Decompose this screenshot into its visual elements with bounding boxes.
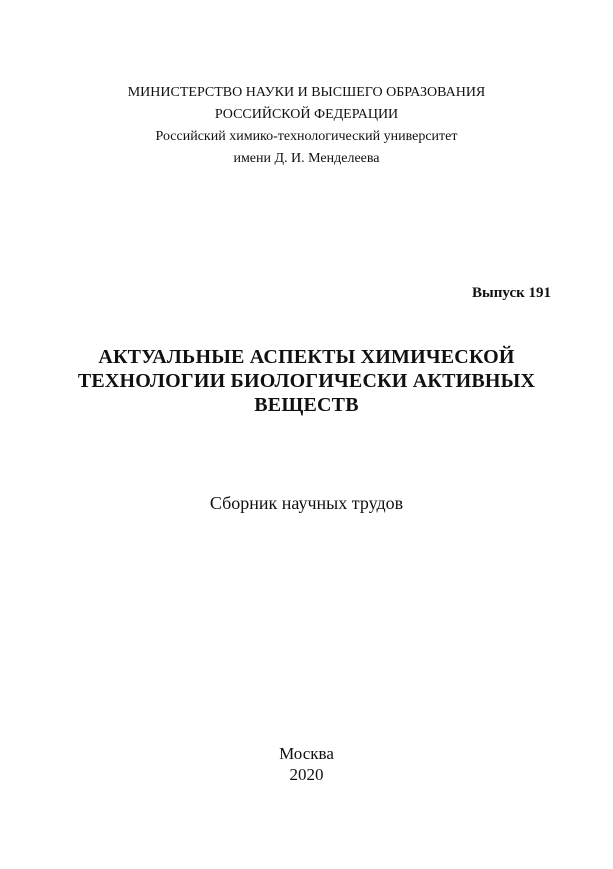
publisher-header (0, 82, 613, 170)
imprint-footer (0, 743, 613, 785)
issue-number: Выпуск 191 (472, 285, 551, 301)
title-line-2: ТЕХНОЛОГИИ БИОЛОГИЧЕСКИ АКТИВНЫХ (77, 370, 536, 392)
university-namesake: имени Д. И. Менделеева (233, 151, 380, 166)
imprint-year: 2020 (289, 765, 324, 784)
title-line-3: ВЕЩЕСТВ (254, 394, 359, 416)
university-name: Российский химико-технологический университет (155, 129, 458, 144)
document-title (0, 345, 613, 417)
imprint-city: Москва (279, 744, 334, 763)
ministry-line-1: МИНИСТЕРСТВО НАУКИ И ВЫСШЕГО ОБРАЗОВАНИЯ (127, 85, 486, 100)
ministry-line-2: РОССИЙСКОЙ ФЕДЕРАЦИИ (214, 107, 399, 122)
title-line-1: АКТУАЛЬНЫЕ АСПЕКТЫ ХИМИЧЕСКОЙ (98, 346, 515, 368)
document-subtitle: Сборник научных трудов (209, 493, 404, 513)
